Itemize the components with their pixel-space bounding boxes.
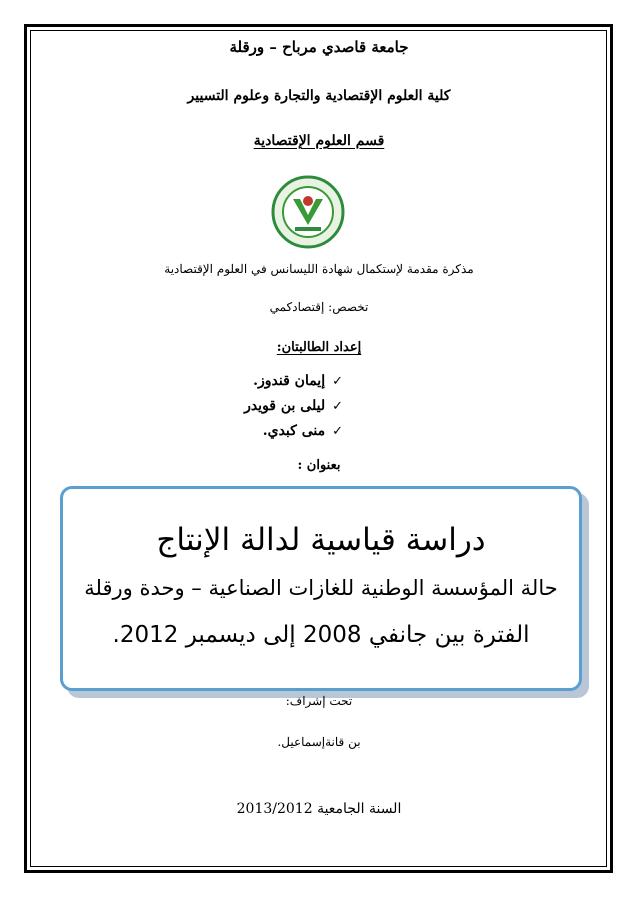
university-logo-emblem: [271, 175, 345, 249]
list-item: [244, 369, 343, 394]
academic-year: السنة الجامعية 2013/2012: [236, 801, 402, 817]
university-name: جامعة قاصدي مرباح – ورقلة: [229, 38, 409, 56]
thesis-note: مذكرة مقدمة لإستكمال شهادة الليسانس في العلوم الإقتصادية: [164, 262, 474, 276]
title-box: [60, 486, 582, 691]
thesis-period: الفترة بين جانفي 2008 إلى ديسمبر 2012.: [112, 622, 530, 648]
list-item: [244, 394, 343, 419]
specialty: تخصص: إقتصادكمي: [269, 300, 369, 314]
faculty-name: كلية العلوم الإقتصادية والتجارة وعلوم التسيير: [187, 88, 451, 104]
student-name: منى كبدي.: [262, 423, 326, 439]
title-label: بعنوان :: [297, 458, 341, 473]
checkmark-icon: ✓: [332, 374, 343, 389]
students-list: [244, 369, 343, 444]
thesis-title: دراسة قياسية لدالة الإنتاج: [156, 522, 486, 558]
thesis-case: حالة المؤسسة الوطنية للغازات الصناعية – وحدة ورقلة: [84, 576, 558, 600]
title-box-frame: [60, 486, 582, 691]
student-name: ليلى بن قويدر: [244, 398, 326, 414]
student-name: إيمان قندوز.: [253, 373, 326, 389]
department-name: قسم العلوم الإقتصادية: [253, 133, 385, 149]
supervisor-name: بن قانةإسماعيل.: [277, 735, 361, 749]
prepared-by-label: إعداد الطالبتان:: [276, 340, 362, 355]
supervision-label: تحت إشراف:: [285, 694, 353, 708]
checkmark-icon: ✓: [332, 424, 343, 439]
list-item: [244, 419, 343, 444]
checkmark-icon: ✓: [332, 399, 343, 414]
